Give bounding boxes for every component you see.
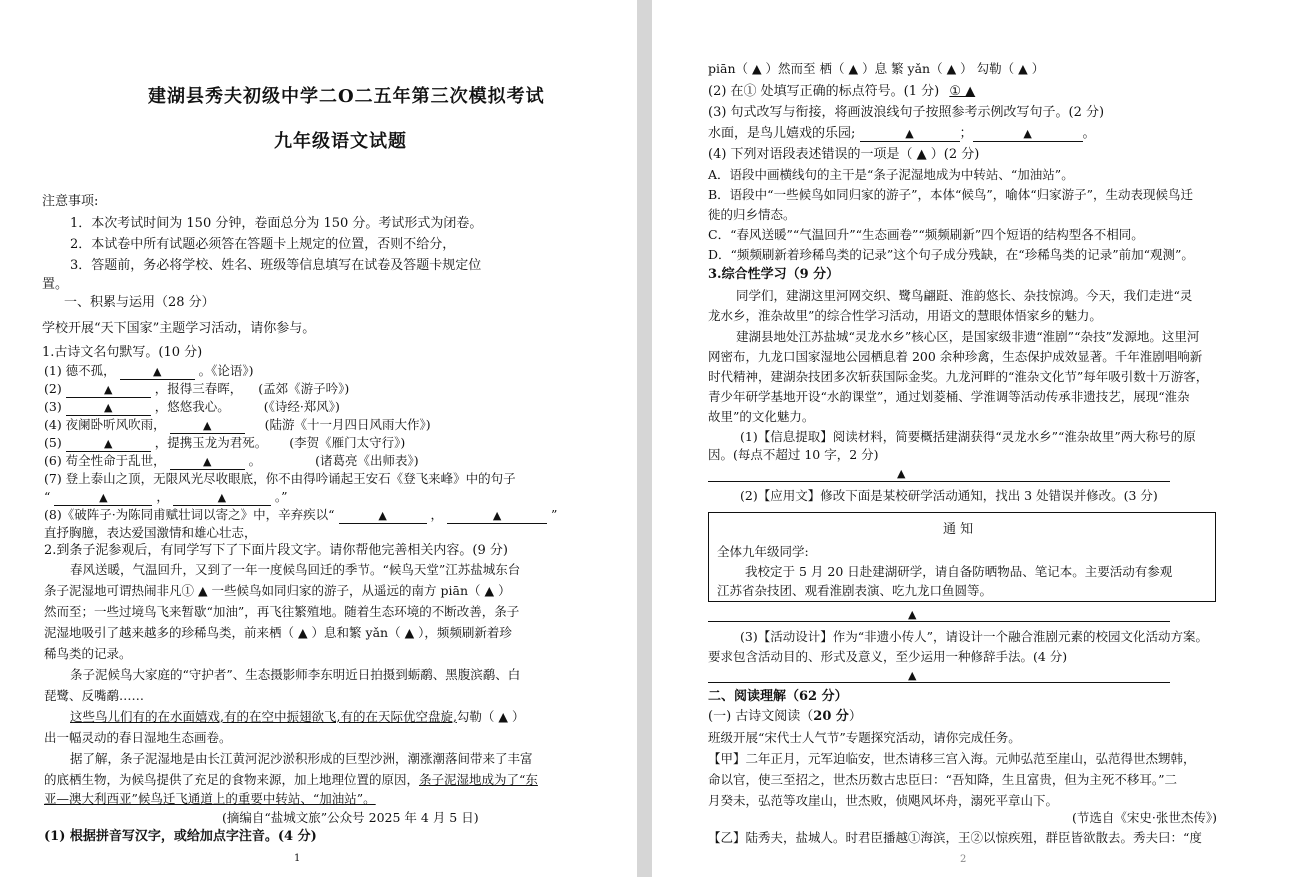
passage-line: 出一幅灵动的春日湿地生态画卷。 (44, 730, 232, 745)
answer-blank (66, 382, 151, 398)
q1-item-2 (44, 380, 349, 398)
triangle-marker-icon: ▲ (378, 509, 387, 522)
subsection-1-heading (708, 708, 862, 726)
answer-blank (54, 490, 152, 506)
section-1-heading: 一、积累与运用（28 分） (64, 295, 215, 310)
passage-line: 稀鸟类的记录。 (44, 646, 132, 661)
triangle-marker-icon: ▲ (103, 437, 113, 450)
q1-3-num: (3) (44, 399, 62, 414)
triangle-marker-icon: ▲ (99, 491, 108, 504)
q1-5-num: (5) (44, 435, 62, 450)
passage-yi-line: 【乙】陆秀夫，盐城人。时君臣播越①海滨，王②以惊疾殂，群臣皆欲散去。秀夫曰：“度 (708, 830, 1202, 845)
q3-sub-2: (2)【应用文】修改下面是某校研学活动通知，找出 3 处错误并修改。(3 分) (740, 488, 1158, 503)
notice-box-title: 通 知 (943, 522, 974, 537)
passage-line: 春风送暖，气温回升，又到了一年一度候鸟回迁的季节。“候鸟天堂”江苏盐城东台 (70, 562, 521, 577)
q1-6-source: (诸葛亮《出师表》) (315, 453, 419, 468)
passage-source: (摘编自“盐城文旅”公众号 2025 年 4 月 5 日) (222, 810, 479, 825)
q1-6-end: 。 (248, 453, 262, 468)
passage-line: 琵鹭、反嘴鹬…… (44, 688, 145, 703)
passage-line: 然而至；一些过境鸟飞来暂歇“加油”，再飞往繁殖地。随着生态环境的不断改善，条子 (44, 604, 520, 619)
answer-blank (173, 490, 271, 506)
pinyin-answer-line: piān（ ▲ ）然而至 栖（ ▲ ）息 繁 yǎn（ ▲ ） 勾勒（ ▲ ） (708, 61, 1045, 76)
answer-blank (447, 508, 547, 524)
answer-blank (66, 400, 151, 416)
q2-2-text: (2) 在① 处填写正确的标点符号。(1 分) (708, 84, 940, 99)
passage-line: 条子泥候鸟大家庭的“守护者”、生态摄影师李东明近日拍摄到蛎鹬、黑腹滨鹬、白 (70, 667, 521, 682)
answer-blank (170, 454, 245, 470)
answer-line (708, 621, 1170, 622)
q1-item-5 (44, 434, 405, 452)
triangle-marker-icon: ▲ (152, 365, 162, 378)
q1-1-source: 。《论语》) (198, 363, 254, 378)
answer-blank (170, 418, 245, 434)
material-line: 时代精神，建湖杂技团多次斩获国际金奖。九龙河畔的“淮杂文化节”每年吸引数十万游客， (708, 369, 1209, 384)
exam-page-1 (0, 0, 637, 877)
triangle-marker-icon: ▲ (1023, 127, 1032, 140)
page-number: 2 (960, 854, 967, 865)
triangle-marker-icon: ▲ (492, 509, 502, 522)
period: 。 (1082, 126, 1096, 141)
open-quote: “ (44, 489, 51, 504)
triangle-marker-icon: ▲ (103, 401, 113, 414)
passage-line: 亚—澳大利西亚”候鸟迁飞通道上的重要中转站、“加油站”。 (44, 791, 376, 806)
triangle-marker-icon: ▲ (905, 127, 914, 140)
q2-2-answer: ① ▲ (949, 84, 976, 99)
answer-line (708, 481, 1170, 482)
q1-item-3 (44, 398, 340, 416)
activity-intro: 学校开展“天下国家”主题学习活动，请你参与。 (42, 321, 316, 336)
notice-box-body: 我校定于 5 月 20 日赴建湖研学，请自备防晒物品、笔记本。主要活动有参观 (745, 564, 1173, 579)
q1-item-4 (44, 416, 431, 434)
passage-fragment: 的底栖生物，为候鸟提供了充足的食物来源，加上地理位置的原因， (44, 772, 420, 787)
q1-2-text: ，报得三春晖， (154, 381, 243, 396)
passage-jia-line: 命以官，使三至招之，世杰历数古忠臣曰：“吾知降，生且富贵，但为主死不移耳。”二 (708, 772, 1178, 787)
section-2-heading: 二、阅读理解（62 分） (708, 689, 848, 704)
triangle-marker-icon: ▲ (908, 669, 917, 682)
answer-blank (860, 127, 960, 142)
triangle-marker-icon: ▲ (202, 455, 212, 468)
answer-blank (339, 508, 427, 524)
notice-heading: 注意事项: (42, 194, 99, 209)
subsection-1-label: (一) 古诗文阅读（ (708, 709, 814, 724)
notice-item-1: 1．本次考试时间为 150 分钟，卷面总分为 150 分。考试形式为闭卷。 (70, 216, 483, 231)
q3-sub-1-cont: 因。(每点不超过 10 字，2 分) (708, 447, 879, 462)
answer-blank (120, 364, 195, 380)
q2-sub-4: (4) 下列对语段表述错误的一项是（ ▲ ）(2 分) (708, 147, 980, 162)
option-b: B．语段中“一些候鸟如同归家的游子”，本体“候鸟”，喻体“归家游子”，生动表现候鸟迁 (708, 187, 1194, 202)
comma: ， (430, 507, 444, 522)
triangle-marker-icon: ▲ (103, 383, 113, 396)
passage-fragment: 勾勒（ ▲ ） (456, 709, 525, 724)
material-line: 青少年研学基地开设“水韵课堂”，通过划菱桶、学淮调等活动传承非遗技艺，展现“淮杂 (708, 389, 1190, 404)
underlined-sentence: 条子泥湿地成为了“东 (419, 772, 538, 787)
q2-sub-2 (708, 83, 975, 101)
q3-sub-3-cont: 要求包含活动目的、形式及意义，至少运用一种修辞手法。(4 分) (708, 649, 1068, 664)
q1-4-text: (4) 夜阑卧听风吹雨， (44, 417, 166, 432)
q1-item-6 (44, 452, 419, 470)
passage-line: 泥湿地吸引了越来越多的珍稀鸟类，前来栖（ ▲ ）息和繁 yǎn（ ▲ ），频频刷新着珍 (44, 625, 512, 640)
passage-line: 据了解，条子泥湿地是由长江黄河泥沙淤积形成的巨型沙洲，潮涨潮落间带来了丰富 (70, 751, 533, 766)
option-a: A．语段中画横线句的主干是“条子泥湿地成为中转站、“加油站”。 (708, 167, 1074, 182)
semicolon: ； (959, 126, 973, 141)
wavy-underlined-sentence: 这些鸟儿们有的在水面嬉戏,有的在空中振翅欲飞,有的在天际优空盘旋, (70, 709, 457, 724)
q3-sub-3: (3)【活动设计】作为“非遗小传人”，请设计一个融合淮剧元素的校园文化活动方案。 (740, 629, 1208, 644)
option-c: C．“春风送暖”“气温回升”“生态画卷”“频频刷新”四个短语的结构型各不相同。 (708, 227, 1144, 242)
q1-item-8-cont: 直抒胸臆，表达爱国激情和雄心壮志， (44, 525, 257, 540)
q1-item-1 (44, 362, 254, 380)
option-b-cont: 徙的归乡情态。 (708, 207, 796, 222)
subsection-1-intro: 班级开展“宋代士人气节”专题探究活动，请你完成任务。 (708, 730, 1021, 745)
passage-jia-source: (节选自《宋史·张世杰传》) (1072, 810, 1217, 825)
answer-line (708, 682, 1170, 683)
notice-box (708, 512, 1216, 602)
q1-3-source: (《诗经·郑风》) (263, 399, 340, 414)
q1-6-text: (6) 苟全性命于乱世， (44, 453, 166, 468)
q1-item-7: (7) 登上泰山之顶，无限风光尽收眼底，你不由得吟诵起王安石《登飞来峰》中的句子 (44, 471, 516, 486)
q2-sub-3: (3) 句式改写与衔接，将画波浪线句子按照参考示例改写句子。(2 分) (708, 105, 1105, 120)
material-line: 建湖县地处江苏盐城“灵龙水乡”核心区，是国家级非遗“淮剧”“杂技”发源地。这里河 (736, 329, 1200, 344)
q2-sub-3-answer (708, 125, 1096, 143)
triangle-marker-icon: ▲ (908, 608, 917, 621)
q1-8-text: (8)《破阵子·为陈同甫赋壮词以寄之》中，辛弃疾以“ (44, 507, 335, 522)
passage-line: 条子泥湿地可谓热闹非凡① ▲ 一些候鸟如同归家的游子，从遥远的南方 piān（ ▲ ） (44, 583, 511, 598)
q3-intro-line: 同学们，建湖这里河网交织、鹭鸟翩跹、淮韵悠长、杂技惊鸿。今天，我们走进“灵 (736, 288, 1193, 303)
page-number: 1 (294, 853, 301, 864)
q1-1-text: (1) 德不孤， (44, 363, 116, 378)
material-line: 故里”的文化魅力。 (708, 409, 815, 424)
answer-blank (66, 436, 151, 452)
passage-jia-line: 月癸未，弘范等攻崖山，世杰败，侦飓风坏舟，溺死平章山下。 (708, 793, 1059, 808)
q1-heading: 1.古诗文名句默写。(10 分) (42, 345, 203, 360)
q1-5-source: (李贺《雁门太守行》) (289, 435, 406, 450)
close-quote: ” (551, 507, 558, 522)
notice-item-3-cont: 置。 (42, 277, 69, 292)
q3-intro-line: 龙水乡，淮杂故里”的综合性学习活动，用语文的慧眼体悟家乡的魅力。 (708, 308, 1102, 323)
passage-jia-line: 【甲】二年正月，元军迫临安，世杰请移三宫入海。元帅弘范至崖山，弘范得世杰甥韩， (708, 751, 1196, 766)
triangle-marker-icon: ▲ (217, 491, 227, 504)
comma: ， (156, 489, 169, 504)
q1-2-source: (孟郊《游子吟》) (258, 381, 350, 396)
q1-item-7-blanks (44, 488, 287, 506)
q3-sub-1: (1)【信息提取】阅读材料，简要概括建湖获得“灵龙水乡”“淮杂故里”两大称号的原 (740, 429, 1196, 444)
q2-3-example: 水面，是鸟儿嬉戏的乐园; (708, 126, 856, 141)
answer-blank (973, 127, 1083, 142)
passage-line-wavy (70, 708, 524, 726)
option-d: D．“频频刷新着珍稀鸟类的记录”这个句子成分残缺，在“珍稀鸟类的记录”前加“观测”。 (708, 247, 1194, 262)
q1-3-text: ，悠悠我心。 (154, 399, 230, 414)
q1-4-source: (陆游《十一月四日风雨大作》) (264, 417, 431, 432)
triangle-marker-icon: ▲ (897, 467, 906, 480)
notice-box-body: 江苏省杂技团、观看淮剧表演、吃九龙口鱼圆等。 (717, 583, 993, 598)
q1-5-text: ，提携玉龙为君死。 (154, 435, 268, 450)
exam-title: 建湖县秀夫初级中学二O二五年第三次模拟考试 (148, 86, 545, 107)
exam-page-2 (652, 0, 1294, 877)
material-line: 网密布，九龙口国家湿地公园栖息着 200 余种珍禽，生态保护成效显著。千年淮剧唱响新 (708, 349, 1203, 364)
notice-item-2: 2．本试卷中所有试题必须答在答题卡上规定的位置，否则不给分， (70, 237, 456, 252)
triangle-marker-icon: ▲ (202, 419, 212, 432)
notice-item-3: 3．答题前，务必将学校、姓名、班级等信息填写在试卷及答题卡规定位 (70, 258, 482, 273)
q3-heading: 3.综合性学习（9 分） (708, 267, 840, 282)
close-quote: 。” (274, 489, 288, 504)
notice-box-recipient: 全体九年级同学: (717, 544, 809, 559)
subsection-1-close: ） (848, 709, 862, 724)
q2-heading: 2.到条子泥参观后，有同学写下了下面片段文字。请你帮他完善相关内容。(9 分) (44, 543, 508, 558)
exam-subtitle: 九年级语文试题 (274, 131, 407, 152)
passage-line (44, 771, 538, 789)
q1-2-num: (2) (44, 381, 62, 396)
subsection-1-points: 20 分 (813, 709, 849, 724)
q2-sub-1: (1) 根据拼音写汉字，或给加点字注音。(4 分) (44, 829, 317, 844)
q1-item-8 (44, 506, 557, 524)
